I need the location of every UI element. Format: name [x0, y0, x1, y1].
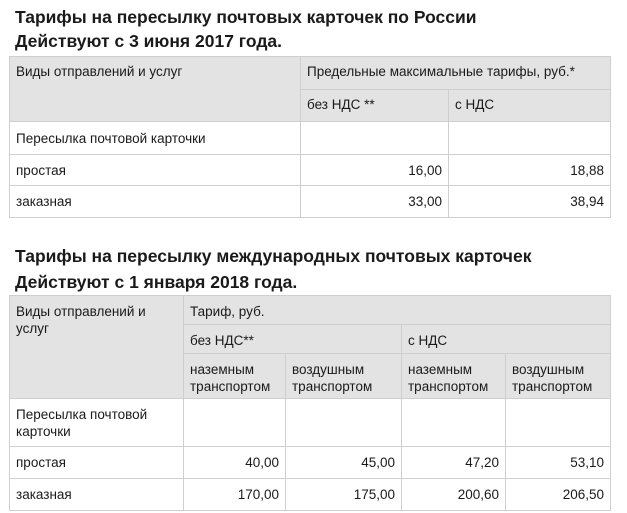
table-row [10, 479, 611, 511]
row-label: простая [10, 447, 184, 479]
value-air-without-vat: 45,00 [286, 447, 402, 479]
value-with-vat: 18,88 [449, 155, 611, 186]
header-service-type: Виды отправлений и услуг [10, 57, 301, 122]
section1-title-line2: Действуют с 3 июня 2017 года. [15, 31, 283, 51]
value-without-vat: 16,00 [301, 155, 449, 186]
international-tariff-table [9, 295, 611, 511]
section1-title-line1: Тарифы на пересылку почтовых карточек по России [15, 7, 477, 27]
row-label: простая [10, 155, 301, 186]
header-service-type: Виды отправлений и услуг [10, 296, 184, 399]
section2-title-line2: Действуют с 1 января 2018 года. [15, 272, 298, 292]
header-with-vat: с НДС [402, 325, 611, 354]
section2-title-line1: Тарифы на пересылку международных почтовых карточек [15, 246, 532, 266]
table-row [10, 186, 611, 218]
header-without-vat: без НДС ** [301, 90, 449, 122]
header-air-transport: воздушным транспортом [506, 354, 611, 399]
domestic-tariff-table [9, 56, 611, 218]
value-land-with-vat: 47,20 [402, 447, 506, 479]
header-land-transport: наземным транспортом [184, 354, 286, 399]
value-air-without-vat: 175,00 [286, 479, 402, 511]
table-row [10, 447, 611, 479]
value-land-without-vat: 40,00 [184, 447, 286, 479]
value-with-vat: 38,94 [449, 186, 611, 218]
value-land-with-vat: 200,60 [402, 479, 506, 511]
row-label: заказная [10, 186, 301, 218]
header-with-vat: с НДС [449, 90, 611, 122]
section-label-postcard: Пересылка почтовой карточки [10, 122, 301, 155]
row-label: заказная [10, 479, 184, 511]
header-air-transport: воздушным транспортом [286, 354, 402, 399]
section-label-postcard: Пересылка почтовой карточки [10, 399, 184, 447]
header-land-transport: наземным транспортом [402, 354, 506, 399]
value-air-with-vat: 53,10 [506, 447, 611, 479]
value-land-without-vat: 170,00 [184, 479, 286, 511]
value-air-with-vat: 206,50 [506, 479, 611, 511]
header-max-tariffs: Предельные максимальные тарифы, руб.* [301, 57, 611, 90]
header-tariff: Тариф, руб. [184, 296, 611, 325]
header-without-vat: без НДС** [184, 325, 402, 354]
table-row [10, 155, 611, 186]
value-without-vat: 33,00 [301, 186, 449, 218]
